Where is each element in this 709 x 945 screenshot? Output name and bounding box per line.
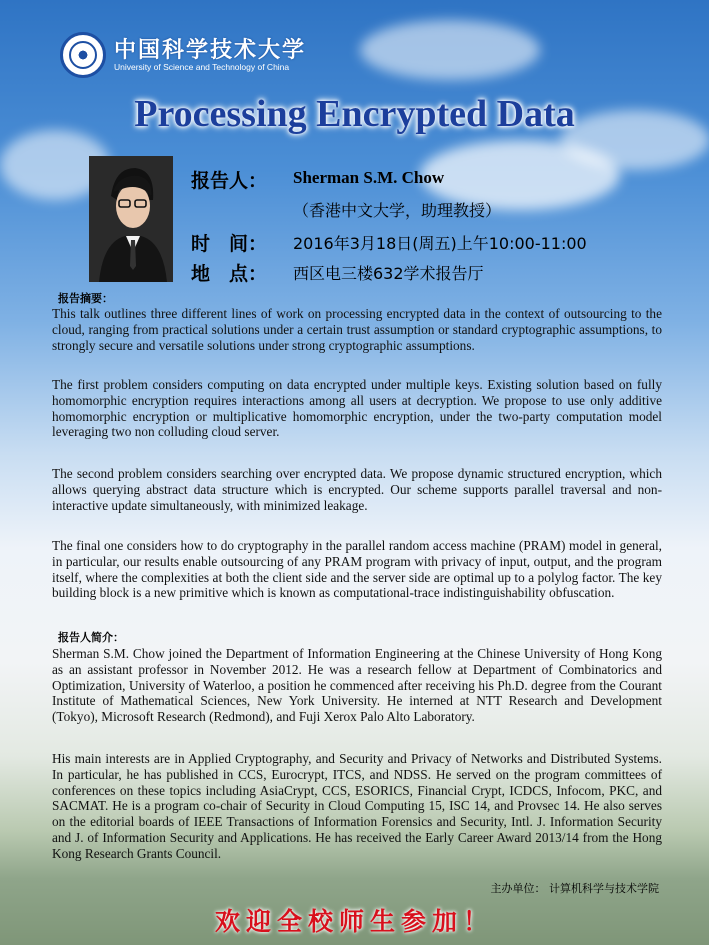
cloud-decoration (360, 20, 540, 80)
abstract-paragraph: The first problem considers computing on data encrypted under multiple keys. Existing solution based on fully homomorphic encryption requires interactions among all users at decryption. We propose to use only additive homomorphic encryption or multiplicative homomorphic encryption, under the two-party computation model leveraging two non colluding cloud server. (52, 377, 662, 440)
university-header (60, 32, 306, 78)
bio-paragraph: His main interests are in Applied Cryptography, and Security and Privacy of Networks and Distributed Systems. In particular, he has published in CCS, Eurocrypt, ITCS, and NDSS. He served on the program committees of conferences on these topics including AsiaCrypt, CCS, ESORICS, Financial Crypt, ICDCS, Infocom, PKC, and SACMAT. He is a program co-chair of Security in Cloud Computing 15, ISC 14, and Provsec 14. He also serves on the editorial boards of IEEE Transactions of Information Forensics and Security, Intl. J. Information Security and J. of Information Security and Applications. He has received the Early Career Award 2013/14 from the Hong Kong Research Grants Council. (52, 751, 662, 861)
university-seal-icon (60, 32, 106, 78)
talk-title: Processing Encrypted Data (134, 93, 575, 135)
university-name-en: University of Science and Technology of China (114, 61, 290, 72)
place-label: 地 点： (191, 263, 268, 285)
welcome-banner: 欢迎全校师生参加！ (214, 907, 494, 936)
university-name-cn: 中国科学技术大学 (114, 36, 307, 63)
abstract-paragraph: The final one considers how to do cryptography in the parallel random access machine (PRAM) model in general, in particular, our results enable outsourcing of any PRAM program with privacy of input, output, and the program itself, where the complexities at both the client side and the server side are optimal up to a polylog factor. The key building block is a new primitive which is known as computational-trace indistinguishability obfuscation. (52, 538, 662, 601)
organizer-text: 主办单位： 计算机科学与技术学院 (490, 882, 659, 895)
time-value: 2016年3月18日(周五)上午10:00-11:00 (293, 234, 587, 253)
abstract-heading: 报告摘要： (58, 292, 113, 305)
bio-heading: 报告人简介： (58, 631, 124, 644)
speaker-photo (89, 156, 173, 282)
place-value: 西区电三楼632学术报告厅 (293, 264, 484, 283)
speaker-name: Sherman S.M. Chow (293, 168, 445, 187)
speaker-affiliation: （香港中文大学，助理教授） (293, 201, 502, 220)
speaker-label: 报告人： (191, 170, 268, 192)
time-label: 时 间： (191, 233, 268, 255)
abstract-paragraph: This talk outlines three different lines of work on processing encrypted data in the context of outsourcing to the cloud, ranging from practical solutions under a certain trust assumption or standard cryptographic assumptions, to strongly secure and versatile solutions under strong cryptographic assumptions. (52, 306, 662, 353)
abstract-paragraph: The second problem considers searching over encrypted data. We propose dynamic structured encryption, which allows querying abstract data structure which is encrypted. Our scheme supports parallel traversal and non-interactive update simultaneously, with minimized leakage. (52, 466, 662, 513)
bio-paragraph: Sherman S.M. Chow joined the Department of Information Engineering at the Chinese University of Hong Kong as an assistant professor in November 2012. He was a research fellow at Department of Combinatorics and Optimization, University of Waterloo, a position he commenced after receiving his Ph.D. degree from the Courant Institute of Mathematical Sciences, New York University. He interned at NTT Research and Development (Tokyo), Microsoft Research (Redmond), and Fuji Xerox Palo Alto Laboratory. (52, 646, 662, 725)
